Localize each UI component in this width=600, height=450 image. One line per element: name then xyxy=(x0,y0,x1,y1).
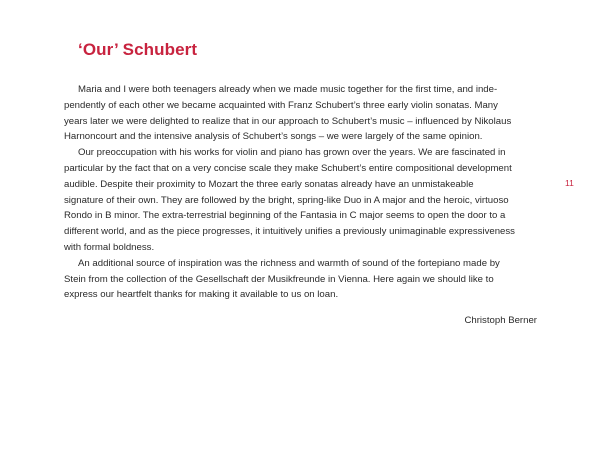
text-line: Rondo in B minor. The extra-terrestrial beginning of the Fantasia in C major seems to open the door to a xyxy=(64,210,506,222)
text-line: particular by the fact that on a very concise scale they make Schubert’s entire compositional development xyxy=(64,162,512,174)
text-line: Harnoncourt and the intensive analysis of Schubert’s songs – we were largely of the same opinion. xyxy=(64,131,483,143)
body-text xyxy=(64,82,540,303)
text-line: years later we were delighted to realize that in our approach to Schubert’s music – influenced by Nikolaus xyxy=(64,115,512,127)
page-number: 11 xyxy=(565,178,574,188)
text-line: signature of their own. They are followed by the bright, spring-like Duo in A major and the heroic, virtuoso xyxy=(64,194,509,206)
text-line: Our preoccupation with his works for violin and piano has grown over the years. We are fascinated in xyxy=(78,147,506,159)
author-signature: Christoph Berner xyxy=(464,315,537,326)
text-line: Stein from the collection of the Gesellschaft der Musikfreunde in Vienna. Here again we should like to xyxy=(64,273,494,285)
text-line: Maria and I were both teenagers already when we made music together for the first time, and inde- xyxy=(78,84,498,95)
page-title: ‘Our’ Schubert xyxy=(78,40,198,59)
text-line: different world, and as the piece progresses, it intuitively unifies a previously unimaginable expressiveness xyxy=(64,226,515,238)
text-line: pendently of each other we became acquainted with Franz Schubert’s three early violin sonatas. Many xyxy=(64,99,498,111)
text-line: An additional source of inspiration was the richness and warmth of sound of the fortepiano made by xyxy=(78,257,500,269)
text-line: with formal boldness. xyxy=(64,241,155,253)
text-line: audible. Despite their proximity to Mozart the three early sonatas already have an unmistakeable xyxy=(64,178,474,190)
text-line: express our heartfelt thanks for making it available to us on loan. xyxy=(64,289,339,301)
